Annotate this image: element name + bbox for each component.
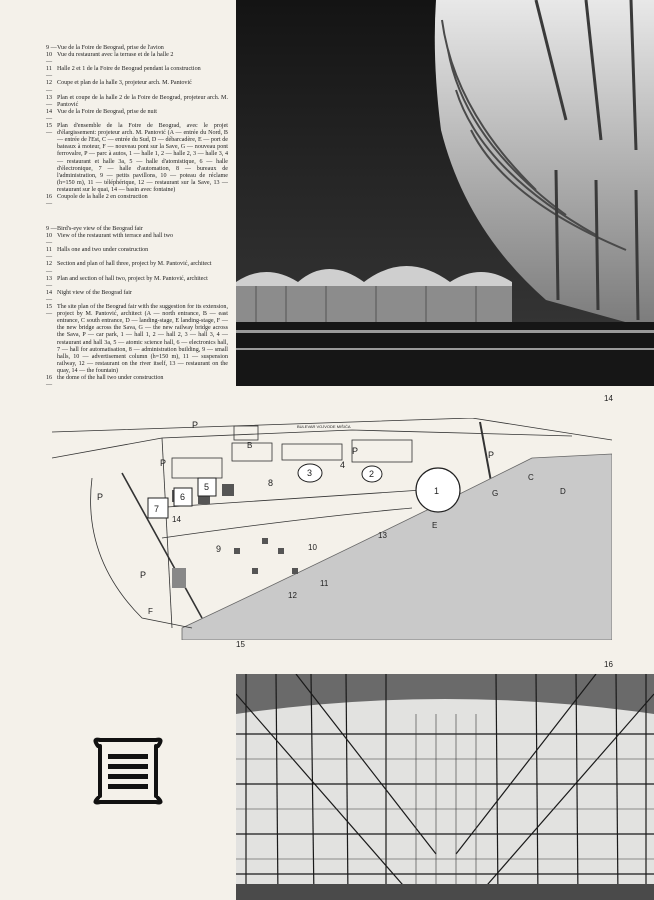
label-2: 2 (369, 469, 375, 479)
label-d: D (560, 487, 566, 496)
label-4: 4 (340, 460, 346, 470)
caption-number: 12 — (46, 80, 53, 94)
caption-text: View of the restaurant with terrace and hall two (57, 233, 174, 240)
caption-text: Section and plan of hall three, project by M. Pantović, architect (57, 261, 212, 268)
label-13: 13 (378, 531, 387, 540)
captions-french (46, 45, 228, 208)
caption-text: Plan d'ensemble de la Foire de Beograd, avec le projet d'élargissement: projeteur arch. M. Pantović (A — entrée du Nord, B — entrée de l'Est, C — entrée du Sud, D — débarcadère, E — port de bateaux à moteur, F — nouveau pont sur la Save, G — nouveau pont ferrovalre, P — parc à autos, 1 — halle 1, 2 — halle 2, 3 — halle 3, 4 — restaurant et halle 3a, 5 — halle d'atomistique, 6 — halle d'électronique, 7 — halle d'automation, 8 — bureaux de l'administration, 9 — petits pavillons, 10 — poteau de réclame (h=150 m), 11 — téléphérique, 12 — restaurant sur la Save, 13 — restaurant sur le quai, 14 — basin avec fontaine) (57, 123, 228, 193)
night-view-photo (236, 0, 654, 386)
label-8: 8 (268, 478, 274, 488)
captions-english (46, 226, 228, 389)
caption-text: Vue de la Foire de Beograd, prise de l'avion (57, 45, 164, 51)
scaffolding-image (236, 674, 654, 900)
caption-item (46, 66, 228, 80)
caption-text: the dome of the hall two under construction (57, 374, 164, 381)
caption-number: 16 — (46, 193, 53, 208)
label-p1: P (160, 458, 167, 468)
caption-number: 9 — (46, 45, 57, 51)
label-p2: P (97, 492, 104, 502)
caption-item (46, 45, 228, 52)
night-view-image (236, 0, 654, 386)
dome-construction-photo (236, 674, 654, 900)
caption-text: Vue du restaurant avec la terrase et de la halle 2 (57, 52, 174, 59)
figure-number-16: 16 (604, 660, 613, 669)
caption-number: 9 — (46, 226, 57, 232)
caption-number: 16 — (46, 374, 53, 389)
caption-text: Coupe et plan de la halle 3, projeteur arch. M. Pantović (57, 80, 192, 87)
caption-number: 14 — (46, 108, 53, 122)
label-g: G (492, 489, 499, 498)
caption-item (46, 290, 228, 304)
caption-item (46, 123, 228, 194)
label-6: 6 (180, 492, 186, 502)
caption-item (46, 276, 228, 290)
caption-text: Halle 2 et 1 de la Foire de Beograd pendant la construction (57, 66, 201, 73)
caption-number: 10 — (46, 233, 53, 247)
label-11: 11 (320, 579, 329, 588)
caption-text: The site plan of the Beograd fair with the suggestion for its extension, project by M. Pantović, architect (A — north entrance, B — east entrance, C south entrance, D — landing-stage, E landing-stage, F — the new bridge across the Sava, G — the new railway bridge across the Sava, P — car park, 1 — hall 1, 2 — hall 2, 3 — hall 3, 4 — restaurant and hall 3a, 5 — atomic science hall, 6 — electronics hall, 7 — hall for automatisation, 8 — administration building, 9 — small halls, 10 — advertisement column (h=150 m), 11 — suspension railway, 12 — restaurant on the river itself, 13 — restaurant on the quay, 14 — the fountain) (57, 304, 228, 374)
label-3: 3 (307, 468, 313, 478)
caption-item (46, 233, 228, 247)
caption-text: Bird's-eye view of the Beograd fair (57, 226, 143, 232)
caption-item (46, 109, 228, 123)
caption-item (46, 80, 228, 94)
label-14: 14 (172, 515, 181, 524)
caption-item (46, 247, 228, 261)
caption-number: 11 — (46, 66, 53, 80)
label-5: 5 (204, 482, 210, 492)
figure-number-15: 15 (236, 640, 245, 649)
caption-text: Coupole de la halle 2 en construction (57, 193, 148, 200)
decorative-ornament (90, 736, 166, 806)
caption-number: 11 — (46, 247, 53, 261)
label-p3: P (140, 570, 147, 580)
caption-number: 13 — (46, 94, 53, 108)
label-c: C (528, 473, 534, 482)
road-label: BULEVAR VOJVODE MIŠIĆA (297, 424, 351, 429)
caption-number: 15 — (46, 304, 53, 318)
label-10: 10 (308, 543, 317, 552)
label-p5: P (488, 450, 495, 460)
caption-item (46, 304, 228, 375)
caption-item (46, 194, 228, 208)
caption-item (46, 261, 228, 275)
caption-number: 15 — (46, 123, 53, 137)
caption-number: 12 — (46, 261, 53, 275)
label-f: F (148, 607, 153, 616)
caption-number: 14 — (46, 289, 53, 303)
label-p6: P (192, 420, 199, 430)
label-9: 9 (216, 544, 222, 554)
figure-number-14: 14 (604, 394, 613, 403)
label-12: 12 (288, 591, 297, 600)
label-1: 1 (434, 486, 440, 496)
label-p4: P (352, 446, 359, 456)
caption-number: 10 — (46, 52, 53, 66)
caption-number: 13 — (46, 275, 53, 289)
label-b: B (247, 441, 253, 450)
caption-text: Plan and section of hall two, project by M. Pantović, architect (57, 275, 208, 282)
caption-item (46, 52, 228, 66)
label-e: E (432, 521, 438, 530)
site-plan (52, 418, 612, 640)
caption-item (46, 95, 228, 109)
caption-text: Halls one and two under construction (57, 247, 149, 254)
label-7: 7 (154, 504, 160, 514)
caption-text: Vue de la Foire de Beograd, prise de nuit (57, 108, 157, 115)
caption-item (46, 375, 228, 389)
caption-text: Plan et coupe de la halle 2 de la Foire de Beograd, projeteur arch. M. Pantović (57, 94, 228, 108)
caption-text: Night view of the Beograd fair (57, 289, 132, 296)
